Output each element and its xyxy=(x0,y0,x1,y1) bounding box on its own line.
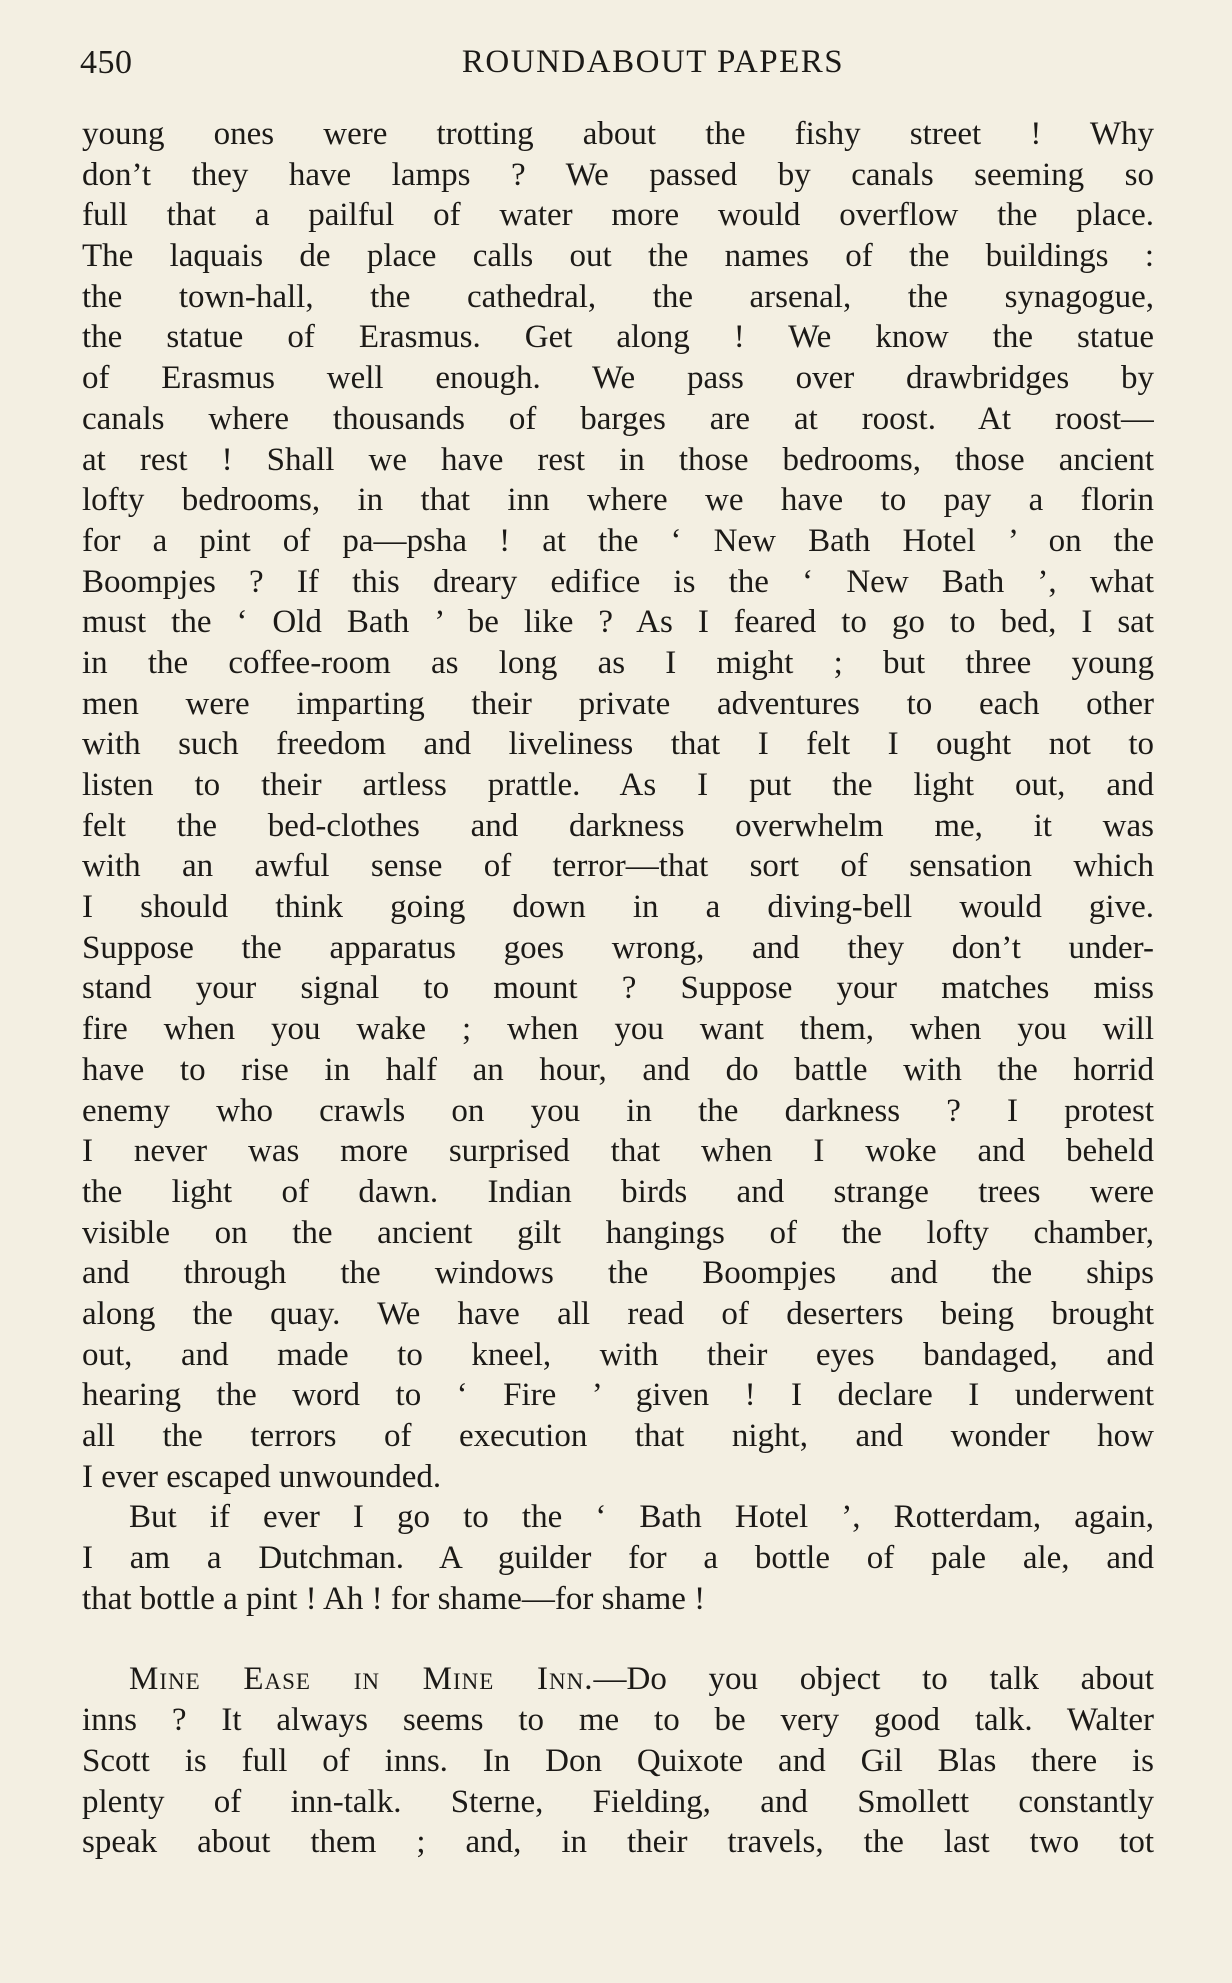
paragraph-1 xyxy=(82,114,1154,1497)
section-heading: Mine Ease in Mine Inn. xyxy=(129,1661,594,1698)
text-line: at rest ! Shall we have rest in those bedrooms, those ancient xyxy=(82,441,1154,478)
text-line: out, and made to kneel, with their eyes bandaged, and xyxy=(82,1336,1154,1373)
text-line: speak about them ; and, in their travels, the last two tot xyxy=(82,1824,1154,1861)
text-line: fire when you wake ; when you want them, when you will xyxy=(82,1011,1154,1048)
text-line: listen to their artless prattle. As I put the light out, and xyxy=(82,767,1154,803)
paragraph-2 xyxy=(82,1497,1154,1619)
text-line: I am a Dutchman. A guilder for a bottle of pale ale, and xyxy=(82,1540,1154,1577)
text-line: in the coffee-room as long as I might ; but three young xyxy=(82,644,1154,681)
text-line: lofty bedrooms, in that inn where we have to pay a florin xyxy=(82,482,1154,519)
text-line: I never was more surprised that when I woke and beheld xyxy=(82,1133,1154,1170)
text-line: visible on the ancient gilt hangings of the lofty chamber, xyxy=(82,1214,1154,1251)
text-line: Scott is full of inns. In Don Quixote and Gil Blas there is xyxy=(82,1742,1154,1779)
text-line: for a pint of pa—psha ! at the ‘ New Bath Hotel ’ on the xyxy=(82,522,1154,559)
text-line: the town-hall, the cathedral, the arsenal, the synagogue, xyxy=(82,278,1154,315)
text-line: Boompjes ? If this dreary edifice is the ‘ New Bath ’, what xyxy=(82,563,1154,600)
text-line: But if ever I go to the ‘ Bath Hotel ’, Rotterdam, again, xyxy=(129,1499,1154,1536)
text-line: canals where thousands of barges are at roost. At roost— xyxy=(82,400,1154,437)
text-line: I ever escaped unwounded. xyxy=(82,1458,442,1495)
text-line: The laquais de place calls out the names of the buildings : xyxy=(82,238,1154,275)
text-line: don’t they have lamps ? We passed by canals seeming so xyxy=(82,156,1154,193)
text-line: felt the bed-clothes and darkness overwhelm me, it was xyxy=(82,807,1154,844)
body-text xyxy=(82,114,1154,1863)
text-line: and through the windows the Boompjes and the ships xyxy=(82,1255,1154,1292)
text-line: that bottle a pint ! Ah ! for shame—for shame ! xyxy=(82,1580,706,1617)
running-head xyxy=(80,44,1156,84)
text-line: inns ? It always seems to me to be very good talk. Walter xyxy=(82,1702,1154,1739)
text-line: of Erasmus well enough. We pass over drawbridges by xyxy=(82,360,1154,397)
page-number: 450 xyxy=(80,44,133,81)
text-line: with an awful sense of terror—that sort of sensation which xyxy=(82,848,1154,885)
text-line: young ones were trotting about the fishy street ! Why xyxy=(82,116,1154,152)
text-line: the statue of Erasmus. Get along ! We know the statue xyxy=(82,319,1154,356)
text-line: Suppose the apparatus goes wrong, and they don’t under- xyxy=(82,929,1154,966)
text-line: must the ‘ Old Bath ’ be like ? As I feared to go to bed, I sat xyxy=(82,604,1154,641)
running-title: ROUNDABOUT PAPERS xyxy=(461,44,845,80)
text-line: the light of dawn. Indian birds and strange trees were xyxy=(82,1173,1154,1210)
text-line: with such freedom and liveliness that I felt I ought not to xyxy=(82,726,1154,763)
text-line: full that a pailful of water more would overflow the place. xyxy=(82,197,1154,234)
text-line: hearing the word to ‘ Fire ’ given ! I declare I underwent xyxy=(82,1377,1154,1414)
section-gap xyxy=(82,1619,1154,1659)
text-line xyxy=(82,1659,1154,1700)
paragraph-3 xyxy=(82,1659,1154,1862)
text-line: all the terrors of execution that night, and wonder how xyxy=(82,1418,1154,1454)
text-line: men were imparting their private adventures to each other xyxy=(82,685,1154,722)
text-line: I should think going down in a diving-bell would give. xyxy=(82,889,1154,926)
text-line: have to rise in half an hour, and do battle with the horrid xyxy=(82,1051,1154,1088)
text-line: stand your signal to mount ? Suppose your matches miss xyxy=(82,970,1154,1007)
text-line: plenty of inn-talk. Sterne, Fielding, and Smollett constantly xyxy=(82,1783,1154,1820)
heading-line-rest: —Do you object to talk about xyxy=(593,1661,1154,1698)
text-line: enemy who crawls on you in the darkness ? I protest xyxy=(82,1092,1154,1129)
text-line: along the quay. We have all read of deserters being brought xyxy=(82,1295,1154,1332)
